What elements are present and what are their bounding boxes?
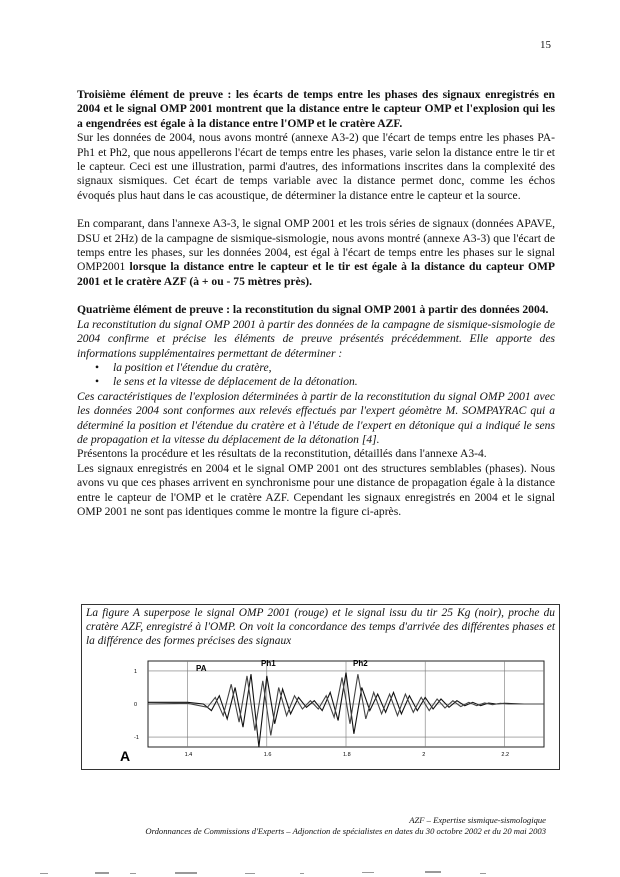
bullet-item: • la position et l'étendue du cratère,	[113, 361, 555, 375]
section-4-procedure-line: Présentons la procédure et les résultats de la reconstitution, détaillés dans l'annexe A3-4.	[77, 447, 487, 461]
scan-artifact-marks	[0, 870, 620, 877]
phase-label-ph1: Ph1	[261, 659, 276, 668]
section-3-paragraph-1: Sur les données de 2004, nous avons montré (annexe A3-2) que l'écart de temps entre les phases PA-Ph1 et Ph2, que nous appellerons l'écart de temps entre les phases, varie selon la distance entre le tir et le capteur. Ceci est une illustration, parmi d'autres, des informations inscrites dans la complexité des signaux sismiques. Cet écart de temps variable avec la distance permet donc, comme les échos évoqués plus haut dans le cas acoustique, de déterminer la distance entre le capteur et la source.	[77, 131, 555, 202]
x-tick-label: 2	[422, 752, 426, 758]
section-3-paragraph-2-bold: lorsque la distance entre le capteur et le tir est égale à la distance du capteur OMP 2001 et le cratère AZF (à + ou - 75 mètres près).	[77, 260, 555, 288]
x-tick-label: 1.4	[184, 752, 193, 758]
bullet-item: • le sens et la vitesse de déplacement de la détonation.	[113, 375, 555, 389]
section-3-paragraph-2-text: En comparant, dans l'annexe A3-3, le signal OMP 2001 et les trois séries de signaux (données APAVE, DSU et 2Hz) de la campagne de sismique-sismologie, nous avons montré (annexe A3-3) que l'écart de temps entre les phases, sur les données 2004, est égal à l'écart de temps entre les phases sur le signal OMP2001	[77, 217, 555, 274]
seismic-signal-chart	[118, 657, 556, 767]
y-tick-label: -1	[134, 735, 139, 742]
section-4-italic-paragraph: Ces caractéristiques de l'explosion déterminées à partir de la reconstitution du signal OMP 2001 avec les données 2004 sont conformes aux relevés effectués par l'expert géomètre M. SOMPAYRAC qui a déterminé la position et l'étendue du cratère et à l'étude de l'expert en détonique qui a indiqué le sens de propagation et la vitesse du déplacement de la détonation [4].	[77, 389, 555, 446]
figure-caption: La figure A superpose le signal OMP 2001 (rouge) et le signal issu du tir 25 Kg (noir), proche du cratère AZF, enregistré à l'OMP. On voit la concordance des temps d'arrivée des différentes phases et la différence des formes précises des signaux	[86, 607, 555, 647]
phase-label-pa: PA	[196, 664, 207, 673]
section-4-intro: La reconstitution du signal OMP 2001 à partir des données de la campagne de sismique-sismologie de 2004 confirme et précise les éléments de preuve présentés précédemment. Elle apporte des informations supplémentaires permettant de déterminer :	[77, 317, 555, 360]
page-footer	[60, 815, 546, 837]
x-tick-label: 1.6	[263, 752, 272, 758]
section-3-paragraph-2	[77, 217, 555, 289]
panel-letter: A	[120, 748, 131, 764]
page-number: 15	[540, 39, 551, 51]
document-body	[77, 88, 555, 519]
section-4-last-paragraph: Les signaux enregistrés en 2004 et le signal OMP 2001 ont des structures semblables (phases). Nous avons vu que ces phases arrivent en synchronisme pour une distance de propagation égale à la distance entre le capteur de l'OMP et le cratère AZF. Cependant les signaux enregistrés en 2004 et le signal OMP 2001 ne sont pas identiques comme le montre la figure ci-après.	[77, 461, 555, 518]
figure-a-box	[81, 604, 560, 770]
x-tick-label: 1.8	[343, 752, 351, 758]
y-tick-label: 1	[134, 668, 138, 675]
section-4-heading: Quatrième élément de preuve : la reconstitution du signal OMP 2001 à partir des données 2004.	[77, 303, 549, 317]
y-tick-label: 0	[134, 702, 138, 708]
footer-line-1: AZF – Expertise sismique-sismologique	[409, 815, 546, 825]
section-3-heading: Troisième élément de preuve : les écarts de temps entre les phases des signaux enregistrés en 2004 et le signal OMP 2001 montrent que la distance entre le capteur OMP et l'explosion qui les a engendrées est égale à la distance entre l'OMP et le cratère AZF.	[77, 88, 555, 130]
footer-line-2: Ordonnances de Commissions d'Experts – Adjonction de spécialistes en dates du 30 octobre 2002 et du 20 mai 2003	[145, 826, 546, 836]
phase-label-ph2: Ph2	[353, 659, 368, 668]
x-tick-label: 2.2	[501, 752, 510, 758]
section-4-bullet-list	[77, 361, 555, 390]
